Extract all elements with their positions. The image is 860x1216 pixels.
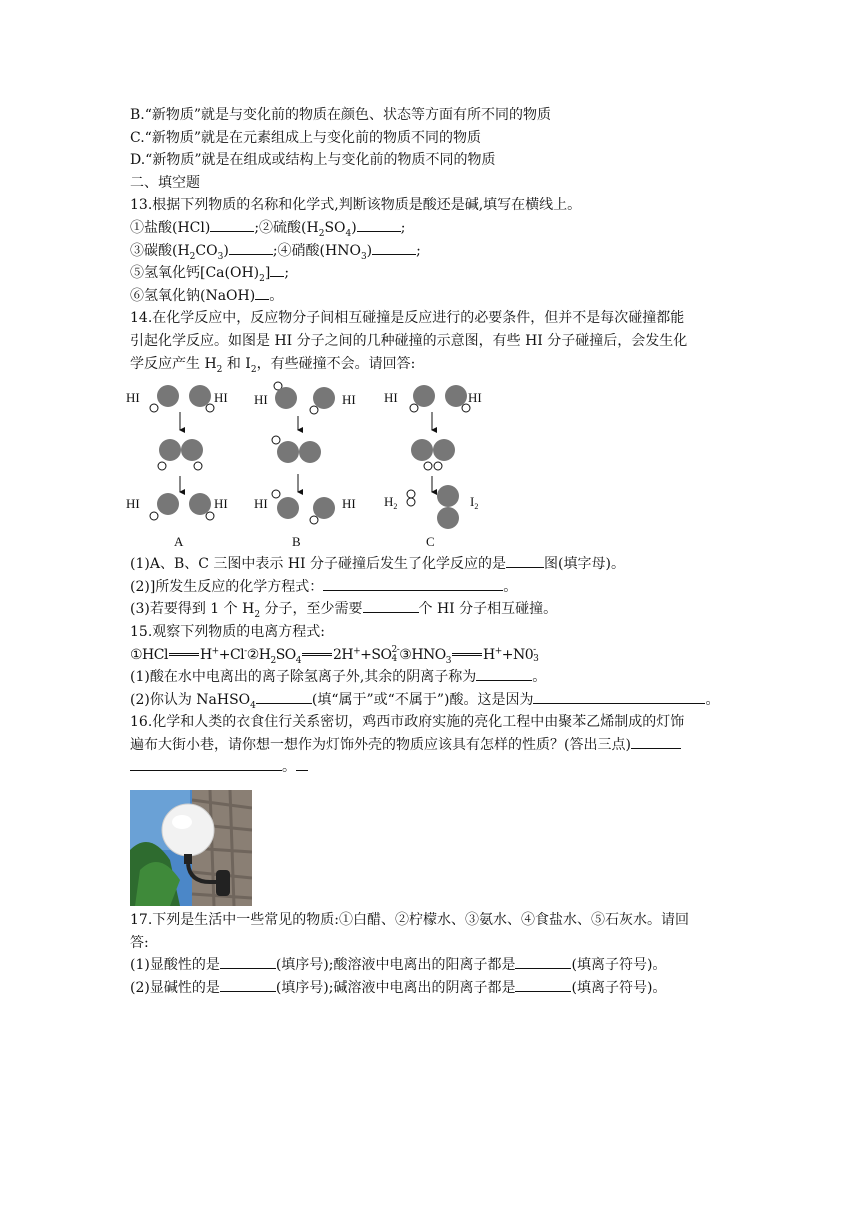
answer-blank[interactable]: [229, 240, 273, 255]
yields-sign: [452, 653, 482, 656]
panel-a: [126, 385, 228, 548]
svg-text:A: A: [174, 534, 184, 548]
svg-text:HI: HI: [342, 392, 356, 407]
svg-text:HI: HI: [126, 390, 140, 405]
q13-stem: 13.根据下列物质的名称和化学式,判断该物质是酸还是碱,填写在横线上。: [130, 197, 582, 214]
q14-part2: (2)]所发生反应的化学方程式： 。: [130, 576, 730, 599]
q13-line3: ⑤氢氧化钙$[Ca(OH)_2]$ ;: [130, 262, 730, 285]
q13-line4: ⑥氢氧化钠(NaOH) 。: [130, 285, 730, 308]
q14-part3: (3)若要得到 1 个 $H_2$ 分子，至少需要 个 HI 分子相互碰撞。: [130, 598, 730, 621]
q16-line1: 16.化学和人类的衣食住行关系密切，鸡西市政府实施的亮化工程中由聚苯乙烯制成的灯饰: [130, 714, 685, 731]
yields-sign: [302, 653, 332, 656]
option-c: C.“新物质”就是在元素组成上与变化前的物质不同的物质: [130, 129, 481, 146]
option-d: D.“新物质”就是在组成或结构上与变化前的物质不同的物质: [130, 152, 496, 169]
q16-line3: 。: [130, 756, 730, 779]
q15-part1: (1)酸在水中电离出的离子除氢离子外,其余的阴离子称为 。: [130, 666, 730, 689]
answer-blank[interactable]: [296, 756, 308, 771]
answer-blank[interactable]: [533, 689, 705, 704]
svg-text:HI: HI: [214, 496, 228, 511]
answer-blank[interactable]: [130, 756, 282, 771]
street-lamp-photo: [130, 790, 252, 906]
hi-collision-diagram: [126, 380, 506, 548]
section-title: 二、填空题: [130, 174, 200, 191]
q13-line1: ①盐酸(HCl) ;②硫酸$(H_2SO_4)$ ;: [130, 217, 730, 240]
answer-blank[interactable]: [631, 734, 681, 749]
q17-line2: 答:: [130, 934, 149, 951]
q16-line2: 遍布大街小巷，请你想一想作为灯饰外壳的物质应该具有怎样的性质？(答出三点): [130, 734, 730, 757]
i2-label: $I_2$: [470, 494, 479, 511]
panel-c: [384, 385, 482, 548]
svg-text:HI: HI: [254, 496, 268, 511]
q14-stem3: 学反应产生 $H_2$ 和 $I_2$，有些碰撞不会。请回答:: [130, 355, 416, 375]
svg-text:C: C: [426, 534, 435, 548]
answer-blank[interactable]: [220, 954, 276, 969]
sulfate-scripts: 2- 4: [391, 644, 400, 664]
answer-blank[interactable]: [515, 954, 571, 969]
answer-blank[interactable]: [255, 285, 269, 300]
answer-blank[interactable]: [270, 262, 284, 277]
nitrate-scripts: - 3: [533, 644, 539, 664]
answer-blank[interactable]: [363, 598, 419, 613]
q13-line2: ③碳酸$(H_2CO_3)$ ;④硝酸$(HNO_3)$ ;: [130, 240, 730, 263]
svg-text:HI: HI: [384, 390, 398, 405]
svg-text:HI: HI: [342, 496, 356, 511]
q14-part1: (1)A、B、C 三图中表示 HI 分子碰撞后发生了化学反应的是 图(填字母)。: [130, 553, 730, 576]
answer-blank[interactable]: [476, 666, 532, 681]
svg-text:HI: HI: [254, 392, 268, 407]
q17-part1: (1)显酸性的是 (填序号);酸溶液中电离出的阳离子都是 (填离子符号)。: [130, 954, 730, 977]
q14-stem1: 14.在化学反应中，反应物分子间相互碰撞是反应进行的必要条件，但并不是每次碰撞都能: [130, 310, 685, 327]
answer-blank[interactable]: [220, 977, 276, 992]
answer-blank[interactable]: [210, 217, 254, 232]
answer-blank[interactable]: [323, 576, 503, 591]
q17-line1: 17.下列是生活中一些常见的物质:①白醋、②柠檬水、③氨水、④食盐水、⑤石灰水。请回: [130, 912, 689, 929]
q15-equations: ①HCl $H^++Cl^-②H_2SO_4$ 2H++SO 2- 4 $③HNO_3$ H++N0 - 3: [130, 644, 539, 666]
answer-blank[interactable]: [372, 240, 416, 255]
q15-part2: (2)你认为 NaHSO$_4$ (填“属于”或“不属于”)酸。这是因为 。: [130, 689, 730, 712]
q17-part2: (2)显碱性的是 (填序号);碱溶液中电离出的阴离子都是 (填离子符号)。: [130, 977, 730, 1000]
svg-text:HI: HI: [126, 496, 140, 511]
svg-text:HI: HI: [468, 390, 482, 405]
answer-blank[interactable]: [357, 217, 401, 232]
answer-blank[interactable]: [256, 689, 312, 704]
option-b: B.“新物质”就是与变化前的物质在颜色、状态等方面有所不同的物质: [130, 107, 552, 123]
yields-sign: [169, 653, 199, 656]
answer-blank[interactable]: [506, 553, 544, 568]
panel-b: [254, 382, 356, 548]
q15-stem: 15.观察下列物质的电离方程式:: [130, 623, 325, 640]
svg-text:B: B: [292, 534, 301, 548]
h2-label: $H_2$: [384, 494, 398, 511]
answer-blank[interactable]: [515, 977, 571, 992]
svg-text:HI: HI: [214, 390, 228, 405]
q14-stem2: 引起化学反应。如图是 HI 分子之间的几种碰撞的示意图，有些 HI 分子碰撞后，会发生化: [130, 332, 688, 349]
